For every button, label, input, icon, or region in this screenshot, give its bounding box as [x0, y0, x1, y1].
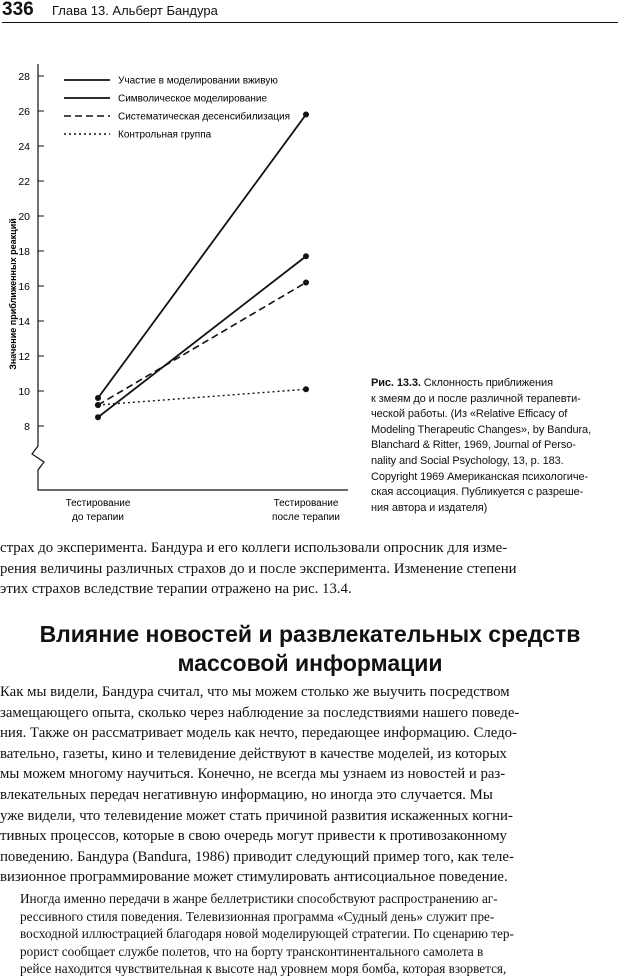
x-axis-categories [66, 498, 340, 523]
legend-label: Участие в моделировании вживую [118, 75, 278, 87]
running-title: Глава 13. Альберт Бандура [52, 3, 218, 18]
caption-line: ния автора и издателя) [371, 501, 488, 514]
series-line [98, 389, 306, 405]
text-line: визионное программирование может стимулировать антисоциальное поведение. [0, 869, 508, 886]
block-quote [20, 890, 620, 978]
y-tick-label: 22 [18, 176, 30, 188]
caption-label: Рис. 13.3. [371, 377, 421, 389]
series-line [98, 115, 306, 399]
data-point [303, 253, 309, 259]
x-category-label: Тестирование [273, 498, 339, 509]
y-axis-ticks [18, 71, 44, 433]
legend-label: Символическое моделирование [118, 93, 268, 105]
paragraph-media-influence [0, 682, 620, 888]
y-tick-label: 8 [24, 421, 30, 433]
heading-line-1: Влияние новостей и развлекательных средств [39, 621, 581, 647]
paragraph-fear-measurement [0, 538, 620, 600]
text-line: мы можем многому научиться. Конечно, не всегда мы узнаем из новостей и раз- [0, 766, 506, 783]
y-axis-line [32, 64, 348, 490]
x-category-label: до терапии [72, 512, 124, 523]
legend-label: Контрольная группа [118, 129, 212, 141]
caption-line-1 [371, 376, 619, 392]
running-header [2, 0, 618, 23]
data-point [303, 112, 309, 118]
caption-line: Modeling Therapeutic Changes», by Bandura, [371, 423, 592, 436]
legend-label: Систематическая десенсибилизация [118, 111, 291, 123]
x-category-label: после терапии [272, 512, 340, 523]
caption-line: к змеям до и после различной терапевти- [371, 392, 581, 405]
y-axis-title: Значение приближенных реакций [8, 218, 18, 370]
data-point [95, 402, 101, 408]
quote-line: рорист сообщает службе полетов, что на борту трансконтинентального самолета в [20, 943, 484, 959]
data-point [95, 414, 101, 420]
quote-line: восходной иллюстрацией благодаря новой моделирующей стратегии. По сценарию тер- [20, 926, 514, 942]
quote-line: рессивного стиля поведения. Телевизионная программа «Судный день» служит пре- [20, 908, 495, 924]
text-line: страх до эксперимента. Бандура и его коллеги использовали опросник для изме- [0, 540, 508, 556]
text-line: вательно, газеты, кино и телевидение действуют в качестве моделей, из которых [0, 745, 507, 762]
text-line: тивных процессов, которые в свою очередь могут привести к противозаконному [0, 828, 507, 845]
series-line [98, 256, 306, 417]
chart-legend [64, 76, 290, 141]
quote-line: рейсе находится чувствительная к высоте над уровнем моря бомба, которая взорвется, [20, 961, 507, 977]
chart-series [95, 112, 309, 421]
caption-text: Склонность приближения [423, 377, 553, 389]
text-line: Как мы видели, Бандура считал, что мы можем столько же выучить посредством [0, 684, 510, 700]
caption-line: nality and Social Psychology, 13, p. 183. [371, 454, 564, 467]
caption-line: ская ассоциация. Публикуется с разреше- [371, 486, 584, 499]
caption-line: ческой работы. (Из «Relative Efficacy of [371, 408, 568, 421]
y-tick-label: 14 [18, 316, 30, 328]
y-tick-label: 20 [18, 211, 30, 223]
data-point [303, 386, 309, 392]
section-heading [0, 620, 620, 678]
text-line: уже видели, что телевидение может стать причиной развития искаженных когни- [0, 807, 513, 824]
y-tick-label: 28 [18, 71, 30, 83]
quote-line: Иногда именно передачи в жанре беллетристики способствуют распространению аг- [20, 891, 498, 906]
text-line: поведению. Бандура (Bandura, 1986) приводит следующий пример того, как теле- [0, 848, 514, 865]
text-line: этих страхов вследствие терапии отражено на рис. 13.4. [0, 581, 352, 598]
figure-caption [371, 376, 619, 516]
text-line: рения величины различных страхов до и после эксперимента. Изменение степени [0, 560, 517, 577]
y-tick-label: 26 [18, 106, 30, 118]
y-tick-label: 24 [18, 141, 30, 153]
text-line: замещающего опыта, сколько через наблюдение за последствиями нашего поведе- [0, 704, 520, 721]
series-line [98, 283, 306, 406]
y-tick-label: 12 [18, 351, 30, 363]
text-line: ния. Также он рассматривает модель как нечто, передающее информацию. Следо- [0, 725, 517, 742]
caption-line: Copyright 1969 Американская психологиче- [371, 470, 589, 483]
y-tick-label: 16 [18, 281, 30, 293]
x-category-label: Тестирование [65, 498, 131, 509]
data-point [95, 395, 101, 401]
y-tick-label: 18 [18, 246, 30, 258]
text-line: влекательных передач негативную информацию, но иногда это случается. Мы [0, 786, 493, 803]
y-tick-label: 10 [18, 386, 30, 398]
heading-line-2: массовой информации [177, 650, 443, 676]
data-point [303, 280, 309, 286]
page-number: 336 [2, 0, 34, 20]
caption-line: Blanchard & Ritter, 1969, Journal of Perso- [371, 439, 576, 452]
chart-frame [32, 64, 348, 490]
